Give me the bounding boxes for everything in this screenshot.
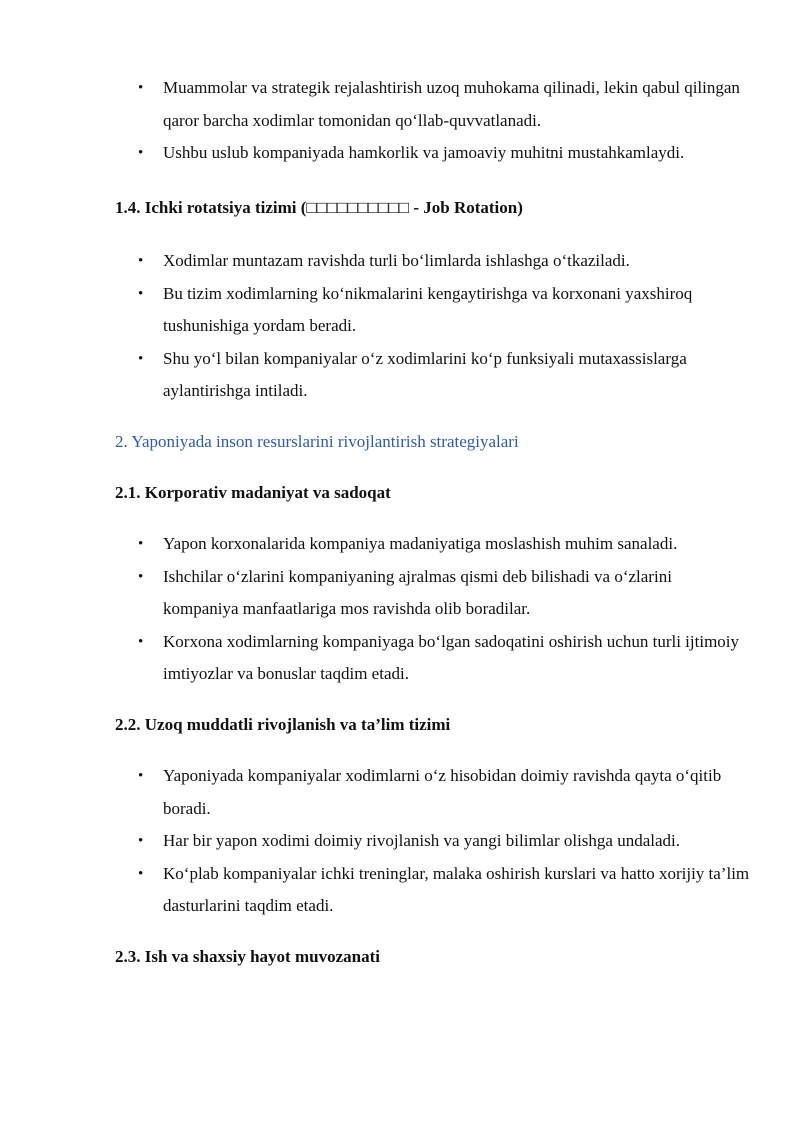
list-item xyxy=(115,561,750,626)
list-item xyxy=(115,278,750,343)
list-item-text: Yaponiyada kompaniyalar xodimlarni o‘z hisobidan doimiy ravishda qayta o‘qitib boradi. xyxy=(163,766,722,818)
heading-1-4: 1.4. Ichki rotatsiya tizimi (□□□□□□□□□□ - Job Rotation) xyxy=(115,198,523,217)
heading-2-3: 2.3. Ish va shaxsiy hayot muvozanati xyxy=(115,947,380,966)
heading-2-2: 2.2. Uzoq muddatli rivojlanish va ta’lim tizimi xyxy=(115,715,451,734)
bullet-list-corporate-culture xyxy=(115,528,750,691)
list-item xyxy=(115,528,750,561)
list-item xyxy=(115,626,750,691)
bullet-icon: • xyxy=(138,80,144,96)
list-item xyxy=(115,760,750,825)
heading-2-1: 2.1. Korporativ madaniyat va sadoqat xyxy=(115,483,391,502)
list-item-text: Korxona xodimlarning kompaniyaga bo‘lgan sadoqatini oshirish uchun turli ijtimoiy imtiyozlar va bonuslar taqdim etadi. xyxy=(163,631,740,683)
list-item-text: Bu tizim xodimlarning ko‘nikmalarini kengaytirishga va korxonani yaxshiroq tushunishiga yordam beradi. xyxy=(163,283,693,335)
list-item-text: Ishchilar o‘zlarini kompaniyaning ajralmas qismi deb bilishadi va o‘zlarini kompaniya manfaatlariga mos ravishda olib boradilar. xyxy=(163,566,672,618)
list-item-text: Ko‘plab kompaniyalar ichki treninglar, malaka oshirish kurslari va hatto xorijiy ta’lim dasturlarini taqdim etadi. xyxy=(163,863,750,915)
bullet-list-job-rotation xyxy=(115,245,750,408)
list-item-text: Yapon korxonalarida kompaniya madaniyatiga moslashish muhim sanaladi. xyxy=(163,534,678,553)
bullet-icon: • xyxy=(138,865,144,882)
section-heading-2: 2. Yaponiyada inson resurslarini rivojlantirish strategiyalari xyxy=(115,432,519,451)
list-item-text: Shu yo‘l bilan kompaniyalar o‘z xodimlarini ko‘p funksiyali mutaxassislarga aylantirishga intiladi. xyxy=(163,348,687,400)
list-item-text: Xodimlar muntazam ravishda turli bo‘limlarda ishlashga o‘tkaziladi. xyxy=(163,251,630,270)
bullet-icon: • xyxy=(138,536,144,552)
list-item-text: Har bir yapon xodimi doimiy rivojlanish va yangi bilimlar olishga undaladi. xyxy=(163,831,680,850)
list-item xyxy=(115,825,750,858)
list-item xyxy=(115,72,750,137)
bullet-icon: • xyxy=(138,768,144,784)
list-item xyxy=(115,137,750,170)
bullet-list-long-term-training xyxy=(115,760,750,923)
bullet-icon: • xyxy=(138,145,144,161)
list-item-text: Ushbu uslub kompaniyada hamkorlik va jamoaviy muhitni mustahkamlaydi. xyxy=(163,143,685,162)
bullet-icon: • xyxy=(138,285,144,302)
list-item-text: Muammolar va strategik rejalashtirish uzoq muhokama qilinadi, lekin qabul qilingan qaror barcha xodimlar tomonidan qo‘llab-quvvatlanadi. xyxy=(163,78,740,130)
bullet-icon: • xyxy=(138,568,144,585)
bullet-list-decision-making xyxy=(115,72,750,170)
bullet-icon: • xyxy=(138,633,144,650)
list-item xyxy=(115,858,750,923)
list-item xyxy=(115,343,750,408)
bullet-icon: • xyxy=(138,253,144,269)
list-item xyxy=(115,245,750,278)
bullet-icon: • xyxy=(138,833,144,849)
bullet-icon: • xyxy=(138,350,144,367)
